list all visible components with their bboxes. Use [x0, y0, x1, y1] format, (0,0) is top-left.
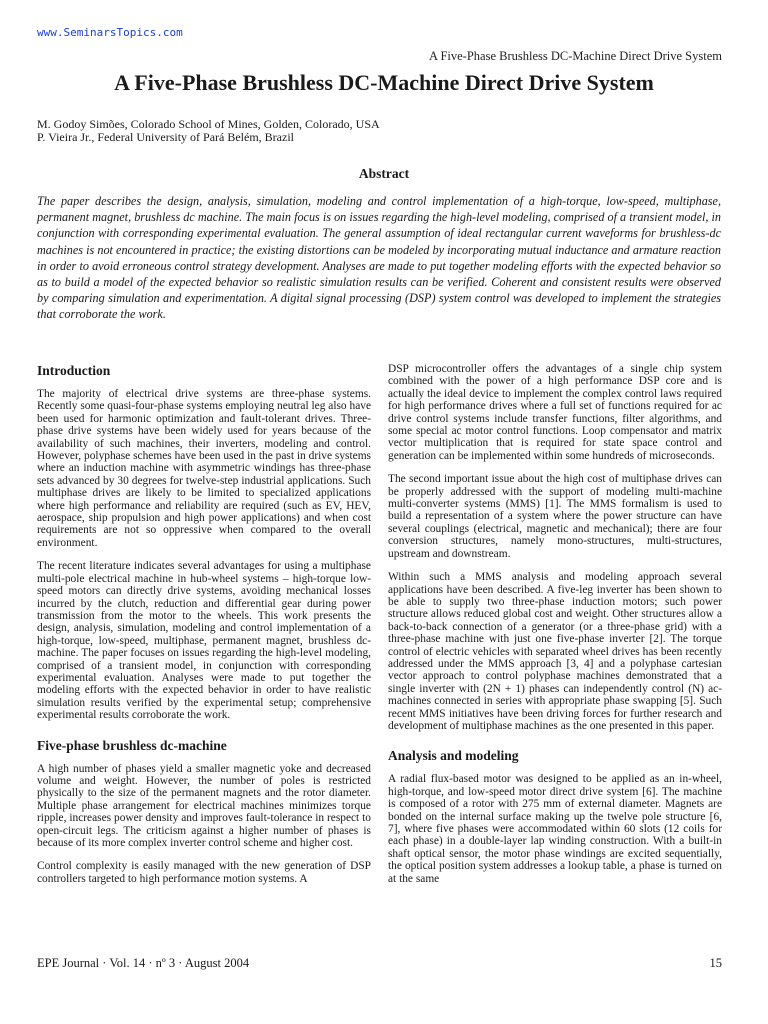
author-line: M. Godoy Simões, Colorado School of Mines, Golden, Colorado, USA	[37, 117, 380, 131]
right-column	[388, 363, 722, 896]
author-line: P. Vieira Jr., Federal University of Pará Belém, Brazil	[37, 130, 294, 144]
introduction-heading: Introduction	[37, 363, 111, 378]
site-url-link[interactable]: www.SeminarsTopics.com	[37, 26, 183, 39]
left-column	[37, 363, 371, 896]
page-number: 15	[709, 956, 722, 970]
introduction-paragraph: The majority of electrical drive systems are three-phase systems. Recently some quasi-four-phase systems employing neutral leg also have been used for harmonic optimization and fault-tolerant drives. Three-phase drive systems have been widely used for years because of the availability of such machines, their inverters, modeling and control. However, polyphase schemes have been used in the past in drive systems where an induction machine with asymmetric windings has three-phase sets advanced by 30 degrees for twelve-step industrial applications. Such multiphase drives are likely to be limited to specialized applications where high performance and reliability are required (such as EV, HEV, aerospace, ship propulsion and high power applications) and when cost requirements are not so oppressive when compared to the overall environment.	[37, 388, 371, 549]
analysis-heading: Analysis and modeling	[388, 748, 519, 764]
abstract-heading: Abstract	[358, 166, 410, 181]
paper-title: A Five-Phase Brushless DC-Machine Direct Drive System	[114, 70, 654, 95]
five-phase-heading: Five-phase brushless dc-machine	[37, 737, 227, 753]
abstract-text: The paper describes the design, analysis, simulation, modeling and control implementation of a high-torque, low-speed, multiphase, permanent magnet, brushless dc machine. The main focus is on issues regarding the high-level modeling, comprised of a transient model, in conjunction with corresponding experimental evaluation. The general assumption of ideal rectangular current waveforms for brushless-dc machines is not encountered in practice; the existing distortions can be modeled by incorporating mutual inductance and armature reaction in order to avoid erroneous control strategy development. Analyses are made to put together modeling efforts with the expected behavior so as to build a model of the expected behavior so realistic simulation results can be verified. Coherent and consistent results were observed by comparing simulation and experimentation. A digital signal processing (DSP) system control was developed to implement the strategies that corroborate the work.	[37, 194, 721, 322]
journal-footer: EPE Journal · Vol. 14 · nº 3 · August 2004	[37, 956, 250, 970]
body-paragraph: DSP microcontroller offers the advantages of a single chip system combined with the power of a high performance DSP core and is actually the ideal device to implement the complex control laws required for high performance drives where a full set of functions required for ac drive control systems include transfer functions, filter algorithms, and some special ac motor control functions. Loop compensator and matrix vector multiplication that is required for state space control and generation can be implemented within some hundreds of microseconds.	[388, 363, 722, 462]
five-phase-paragraph: Control complexity is easily managed with the new generation of DSP controllers targeted to high performance motion systems. A	[37, 860, 371, 885]
analysis-paragraph: A radial flux-based motor was designed to be applied as an in-wheel, high-torque, and low-speed motor direct drive system [6]. The machine is composed of a rotor with 275 mm of external diameter. Magnets are bonded on the internal surface making up the twelve pole structure [6, 7], where five phases were accommodated within 60 slots (12 coils for each phase) in a double-layer lap winding construction. With a built-in shaft optical sensor, the motor phase windings are excited sequentially, the optical position system addresses a lookup table, a phase is turned on at the same	[388, 773, 722, 885]
author-list	[37, 118, 380, 144]
running-head: A Five-Phase Brushless DC-Machine Direct Drive System	[428, 49, 722, 63]
five-phase-paragraph: A high number of phases yield a smaller magnetic yoke and decreased volume and weight. However, the number of poles is restricted physically to the size of the permanent magnets and the rotor diameter. Multiple phase arrangement for electrical machines minimizes torque ripple, increases power density and improves fault-tolerance in respect to open-circuit legs. The criticism against a higher number of phases is because of its more complex inverter control scheme and higher cost.	[37, 762, 371, 849]
introduction-paragraph: The recent literature indicates several advantages for using a multiphase multi-pole electrical machine in hub-wheel systems – high-torque low-speed motors can directly drive systems, avoiding mechanical losses incurred by the clutch, reduction and differential gear during power transmission from the motor to the wheels. This work presents the design, analysis, simulation, modeling and control implementation of a high-torque, low-speed, multiphase, permanent magnet, brushless dc-machine. The paper focuses on issues regarding the high-level modeling, comprised of a transient model, in conjunction with corresponding experimental evaluation. Analyses were made to put together the modeling efforts with the expected behavior in order to have realistic simulation results verified by the experimental setup; comprehensive experimental results corroborate the work.	[37, 560, 371, 722]
body-paragraph: Within such a MMS analysis and modeling approach several applications have been described. A five-leg inverter has been shown to be able to supply two three-phase induction motors; such power structure allows reduced global cost and weight. Other structures allow a back-to-back connection of a generator (or a three-phase grid) with a three-phase machine with just one five-phase inverter [2]. The torque control of electric vehicles with separated wheel drives has been recently addressed under the MMS approach [3, 4] and a polyphase cartesian vector approach to control polyphase machines demonstrated that a single inverter with (2N + 1) phases can independently control (N) ac-machines connected in series with appropriate phase swapping [5]. Such recent MMS initiatives have been driving forces for further research and development of multiphase machines as the one presented in this paper.	[388, 571, 722, 732]
body-paragraph: The second important issue about the high cost of multiphase drives can be properly addressed with the support of modeling multi-machine multi-converter systems (MMS) [1]. The MMS formalism is used to build a representation of a system where the power structure can have several couplings (electrical, magnetic and mechanical); there are four conversion structures, namely mono-structures, multi-structures, upstream and downstream.	[388, 473, 722, 560]
